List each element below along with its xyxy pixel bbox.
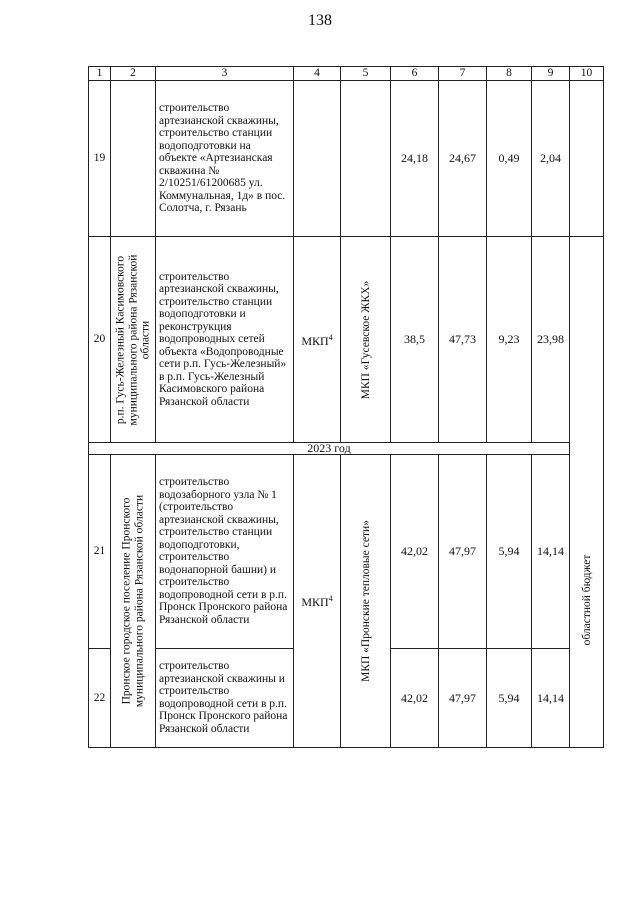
year-row xyxy=(89,443,604,455)
row-number: 21 xyxy=(89,455,111,649)
row-number: 20 xyxy=(89,237,111,443)
value-col9: 14,14 xyxy=(532,455,570,649)
header-cell: 6 xyxy=(391,67,439,81)
municipality-cell-empty xyxy=(111,81,156,237)
operator-cell-empty xyxy=(341,81,391,237)
value-col7: 47,73 xyxy=(439,237,487,443)
header-row xyxy=(89,67,604,81)
type-cell xyxy=(294,237,341,443)
value-col8: 5,94 xyxy=(487,455,532,649)
object-description: строительство артезианской скважины, строительство станции водоподготовки и реконструкция водопроводных сетей объекта «Водопроводные сети р.п. Гусь-Железный» в р.п. Гусь-Железный Касимовского района Рязанской области xyxy=(156,237,294,443)
object-description: строительство водозаборного узла № 1 (строительство артезианской скважины, строительство станции водоподготовки, строительство водонапорной башни) и строительство водопроводной сети в р.п. Пронск Пронского района Рязанской области xyxy=(156,455,294,649)
value-col7: 24,67 xyxy=(439,81,487,237)
object-description: строительство артезианской скважины и строительство водопроводной сети в р.п. Пронск Пронского района Рязанской области xyxy=(156,648,294,747)
header-cell: 9 xyxy=(532,67,570,81)
header-cell: 3 xyxy=(156,67,294,81)
value-col6: 24,18 xyxy=(391,81,439,237)
header-cell: 7 xyxy=(439,67,487,81)
header-cell: 10 xyxy=(570,67,604,81)
header-cell: 5 xyxy=(341,67,391,81)
municipality-name: р.п. Гусь-Железный Касимовского муниципального района Рязанской области xyxy=(114,254,152,425)
organization-type: МКП xyxy=(301,333,329,348)
row-number: 22 xyxy=(89,648,111,747)
header-cell: 8 xyxy=(487,67,532,81)
value-col8: 0,49 xyxy=(487,81,532,237)
header-cell: 1 xyxy=(89,67,111,81)
operator-cell xyxy=(341,455,391,748)
value-col7: 47,97 xyxy=(439,455,487,649)
value-col9: 23,98 xyxy=(532,237,570,443)
value-col6: 42,02 xyxy=(391,455,439,649)
municipality-cell xyxy=(111,237,156,443)
value-col6: 42,02 xyxy=(391,648,439,747)
header-cell: 2 xyxy=(111,67,156,81)
footnote-mark: 4 xyxy=(328,332,333,342)
row-number: 19 xyxy=(89,81,111,237)
operator-name: МКП «Гусевское ЖКХ» xyxy=(359,280,372,399)
table-row-21 xyxy=(89,455,604,649)
table-row-20 xyxy=(89,237,604,443)
value-col9: 2,04 xyxy=(532,81,570,237)
value-col7: 47,97 xyxy=(439,648,487,747)
type-cell xyxy=(294,455,341,748)
value-col6: 38,5 xyxy=(391,237,439,443)
type-cell-empty xyxy=(294,81,341,237)
operator-name: МКП «Пронские тепловые сети» xyxy=(359,520,372,682)
table-row-19 xyxy=(89,81,604,237)
funding-cell xyxy=(570,237,604,748)
page-number: 138 xyxy=(308,12,332,29)
operator-cell xyxy=(341,237,391,443)
funding-cell-empty xyxy=(570,81,604,237)
year-label: 2023 год xyxy=(89,443,570,455)
footnote-mark: 4 xyxy=(328,594,333,603)
municipality-cell xyxy=(111,455,156,748)
object-description: строительство артезианской скважины, строительство станции водоподготовки на объекте «Артезианская скважина № 2/10251/61200685 ул. Коммунальная, 1д» в пос. Солотча, г. Рязань xyxy=(156,81,294,237)
value-col9: 14,14 xyxy=(532,648,570,747)
investment-table xyxy=(88,66,604,748)
funding-source: областной бюджет xyxy=(580,554,593,646)
organization-type: МКП xyxy=(301,595,329,609)
municipality-name: Пронское городское поселение Пронского муниципального района Рязанской области xyxy=(120,494,145,708)
value-col8: 9,23 xyxy=(487,237,532,443)
value-col8: 5,94 xyxy=(487,648,532,747)
header-cell: 4 xyxy=(294,67,341,81)
